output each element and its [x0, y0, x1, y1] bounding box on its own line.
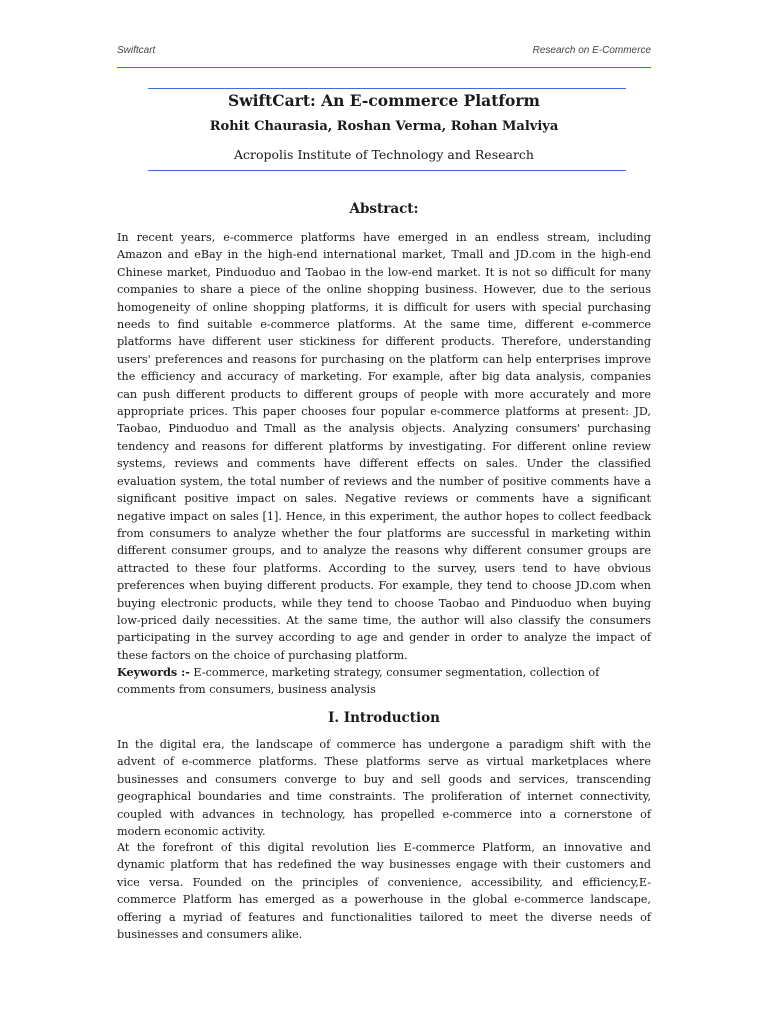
keywords-label: Keywords :- — [117, 665, 190, 679]
paper-authors: Rohit Chaurasia, Roshan Verma, Rohan Malviya — [209, 119, 559, 134]
paper-title: SwiftCart: An E-commerce Platform — [228, 91, 540, 110]
introduction-paragraph-2: At the forefront of this digital revolution lies E-commerce Platform, an innovative and dynamic platform that has redefined the way businesses engage with their customers and vice versa. Founded on the principles of convenience, accessibility, and efficiency,E-commerce Platform has emerged as a powerhouse in the global e-commerce landscape, offering a myriad of features and functionalities tailored to meet the diverse needs of businesses and consumers alike. — [117, 841, 651, 942]
abstract-text: In recent years, e-commerce platforms have emerged in an endless stream, including Amazon and eBay in the high-end international market, Tmall and JD.com in the high-end Chinese market, Pinduoduo and Taobao in the low-end market. It is not so difficult for many companies to share a piece of the online shopping business. However, due to the serious homogeneity of online shopping platforms, it is difficult for users with special purchasing needs to find suitable e-commerce platforms. At the same time, different e-commerce platforms have different user stickiness for different products. Therefore, understanding users' preferences and reasons for purchasing on the platform can help enterprises improve the efficiency and accuracy of marketing. For example, after big data analysis, companies can push different products to different groups of people with more accurately and more appropriate prices. This paper chooses four popular e-commerce platforms at present: JD, Taobao, Pinduoduo and Tmall as the analysis objects. Analyzing consumers' purchasing tendency and reasons for different platforms by investigating. For different online review systems, reviews and comments have different effects on sales. Under the classified evaluation system, the total number of reviews and the number of positive comments have a significant positive impact on sales. Negative reviews or comments have a significant negative impact on sales [1]. Hence, in this experiment, the author hopes to collect feedback from consumers to analyze whether the four platforms are successful in marketing within different consumer groups, and to analyze the reasons why different consumer groups are attracted to these four platforms. According to the survey, users tend to have obvious preferences when buying different products. For example, they tend to choose JD.com when buying electronic products, while they tend to choose Taobao and Pinduoduo when buying low-priced daily necessities. At the same time, the author will also classify the consumers participating in the survey according to age and gender in order to analyze the impact of these factors on the choice of purchasing platform. — [117, 231, 651, 662]
paper-affiliation: Acropolis Institute of Technology and Research — [234, 147, 534, 162]
keywords — [117, 664, 651, 699]
running-header — [117, 45, 651, 56]
abstract-heading: Abstract: — [349, 201, 419, 217]
title-rule-bottom — [148, 170, 626, 171]
introduction-paragraph-1: In the digital era, the landscape of commerce has undergone a paradigm shift with the advent of e-commerce platforms. These platforms serve as virtual marketplaces where businesses and consumers converge to buy and sell goods and services, transcending geographical boundaries and time constraints. The proliferation of internet connectivity, coupled with advances in technology, has propelled e-commerce into a cornerstone of modern economic activity. — [117, 738, 651, 839]
keywords-text: E-commerce, marketing strategy, consumer segmentation, collection of comments from consumers, business analysis — [117, 666, 600, 697]
introduction-heading: I. Introduction — [328, 710, 440, 726]
running-header-right: Research on E-Commerce — [532, 45, 651, 56]
title-rule-top — [148, 88, 626, 89]
running-header-left: Swiftcart — [117, 45, 156, 56]
header-rule — [117, 67, 651, 68]
